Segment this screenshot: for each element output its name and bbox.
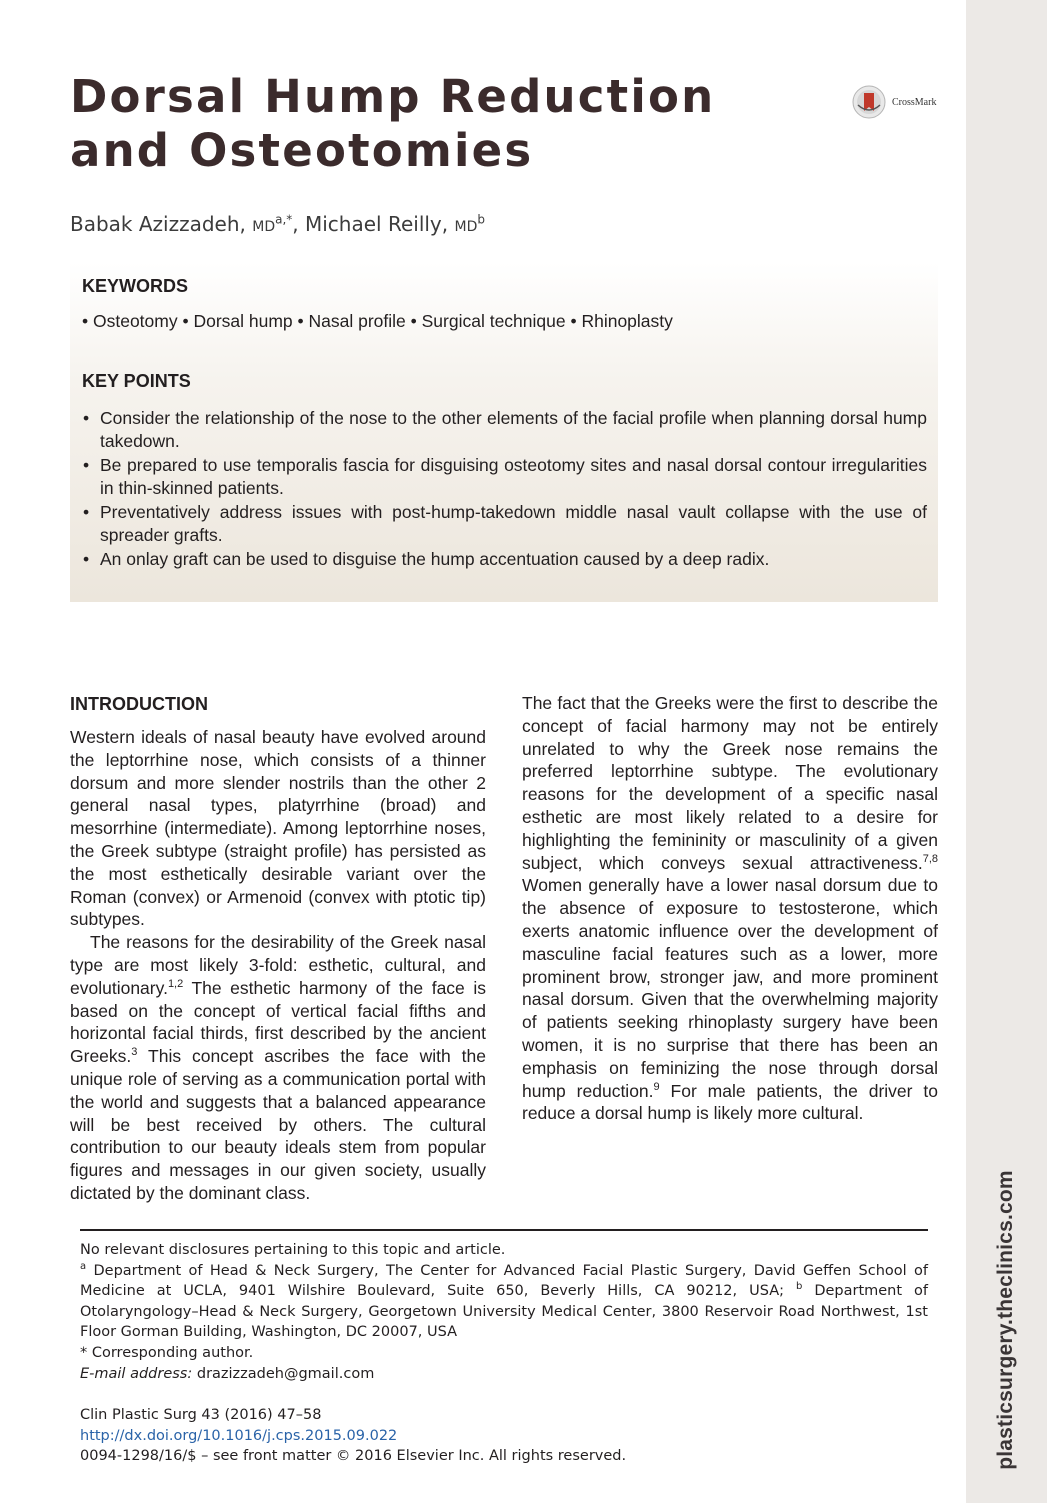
- intro-text: The reasons for the desirability of the Greek nasal type are most likely 3-fold: esthetic, cultural, and evolutionary.: [70, 932, 486, 998]
- intro-text: For male patients, the driver to reduce a dorsal hump is likely more cultural.: [522, 1080, 938, 1124]
- key-point-item: • An onlay graft can be used to disguise the hump accentuation caused by a deep radix.: [82, 548, 927, 571]
- journal-citation: Clin Plastic Surg 43 (2016) 47–58: [80, 1407, 322, 1423]
- affiliation-mark-a: a: [80, 1260, 87, 1272]
- intro-paragraph-2-continued: [522, 692, 938, 1125]
- key-points-list: [82, 407, 927, 572]
- key-point-item: • Consider the relationship of the nose to the other elements of the facial profile when planning dorsal hump takedown.: [82, 407, 927, 453]
- corresponding-author-note: * Corresponding author.: [80, 1344, 254, 1361]
- author-2-affiliation-mark: b: [477, 212, 485, 227]
- author-2-degree: MD: [454, 219, 478, 235]
- author-1-affiliation-mark: a,*: [275, 212, 293, 227]
- key-point-item: • Be prepared to use temporalis fascia for disguising osteotomy sites and nasal dorsal contour irregularities in thin-skinned patients.: [82, 454, 927, 500]
- body-column-left: [70, 692, 486, 1205]
- affiliation-a: Department of Head & Neck Surgery, The Center for Advanced Facial Plastic Surgery, David Geffen School of Medicine at UCLA, 9401 Wilshire Boulevard, Suite 650, Beverly Hills, CA 90212, USA;: [80, 1262, 928, 1300]
- side-banner-url[interactable]: plasticsurgery.theclinics.com: [994, 1170, 1017, 1470]
- intro-text: The esthetic harmony of the face is based on the concept of vertical facial fifths and horizontal facial thirds, first described by the ancient Greeks.: [70, 977, 486, 1067]
- intro-text: This concept ascribes the face with the unique role of serving as a communication portal with the world and suggests that a balanced appearance will be best received by others. The cultural contribution to our beauty ideals stem from popular figures and messages in our given society, usually dictated by the dominant class.: [70, 1046, 486, 1203]
- citation-ref[interactable]: 1,2: [167, 977, 184, 990]
- citation-ref[interactable]: 3: [131, 1046, 138, 1059]
- title-line-2: and Osteotomies: [70, 124, 534, 177]
- author-1-name: Babak Azizzadeh,: [70, 212, 246, 236]
- intro-text: Women generally have a lower nasal dorsum due to the absence of exposure to testosterone, which exerts anatomic influence over the development of masculine facial features such as a lower, more prominent brow, stronger jaw, and more prominent nasal dorsum. Given that the overwhelming majority of patients seeking rhinoplasty surgery have been women, it is no surprise that there has been an emphasis on feminizing the nose through dorsal hump reduction.: [522, 875, 938, 1101]
- affiliation-b: Department of Otolaryngology–Head & Neck Surgery, Georgetown University Medical Center, 3800 Reservoir Road Northwest, 1st Floor Gorman Building, Washington, DC 20007, USA: [80, 1283, 929, 1341]
- email-line: [80, 1364, 928, 1385]
- citation-ref[interactable]: 7,8: [922, 852, 938, 865]
- key-points-heading: KEY POINTS: [82, 371, 191, 391]
- crossmark-badge[interactable]: [852, 85, 936, 119]
- email-address[interactable]: drazizzadeh@gmail.com: [192, 1365, 375, 1382]
- disclosure-note: No relevant disclosures pertaining to this topic and article.: [80, 1242, 506, 1258]
- copyright-line: 0094-1298/16/$ – see front matter © 2016 Elsevier Inc. All rights reserved.: [80, 1448, 627, 1465]
- affiliation-mark-b: b: [795, 1281, 803, 1293]
- keywords-list: • Osteotomy • Dorsal hump • Nasal profile • Surgical technique • Rhinoplasty: [82, 311, 673, 331]
- keywords-heading: KEYWORDS: [82, 276, 189, 296]
- citation-block: [80, 1405, 626, 1467]
- crossmark-icon: [852, 85, 886, 119]
- crossmark-label: CrossMark: [892, 96, 937, 108]
- key-point-item: • Preventatively address issues with post-hump-takedown middle nasal vault collapse with the use of spreader grafts.: [82, 501, 927, 547]
- doi-link[interactable]: http://dx.doi.org/10.1016/j.cps.2015.09.022: [80, 1427, 398, 1444]
- article-title: [70, 70, 830, 178]
- body-column-right: [522, 692, 938, 1125]
- intro-paragraph-2-start: [70, 931, 486, 1205]
- introduction-heading: INTRODUCTION: [70, 694, 208, 714]
- keywords-keypoints-box: [70, 262, 938, 602]
- footnotes: [80, 1240, 928, 1384]
- footnote-divider: [80, 1229, 928, 1231]
- author-line: [70, 212, 485, 236]
- author-2-name: , Michael Reilly,: [292, 212, 449, 236]
- affiliations: [80, 1261, 928, 1343]
- intro-text: The fact that the Greeks were the first to describe the concept of facial harmony may not be entirely unrelated to why the Greek nose remains the preferred leptorrhine subtype. The evolutionary reasons for the development of a specific nasal esthetic are most likely related to a desire for highlighting the femininity or masculinity of a given subject, which conveys sexual attractiveness.: [522, 693, 938, 873]
- intro-paragraph-1: Western ideals of nasal beauty have evolved around the leptorrhine nose, which consists of a thinner dorsum and more slender nostrils than the other 2 general nasal types, platyrrhine (broad) and mesorrhine (intermediate). Among leptorrhine noses, the Greek subtype (straight profile) has persisted as the most esthetically desirable variant over the Roman (convex) or Armenoid (convex with ptotic tip) subtypes.: [70, 727, 486, 930]
- title-line-1: Dorsal Hump Reduction: [70, 70, 716, 123]
- email-label: E-mail address:: [80, 1365, 193, 1382]
- author-1-degree: MD: [252, 219, 276, 235]
- citation-ref[interactable]: 9: [653, 1080, 660, 1093]
